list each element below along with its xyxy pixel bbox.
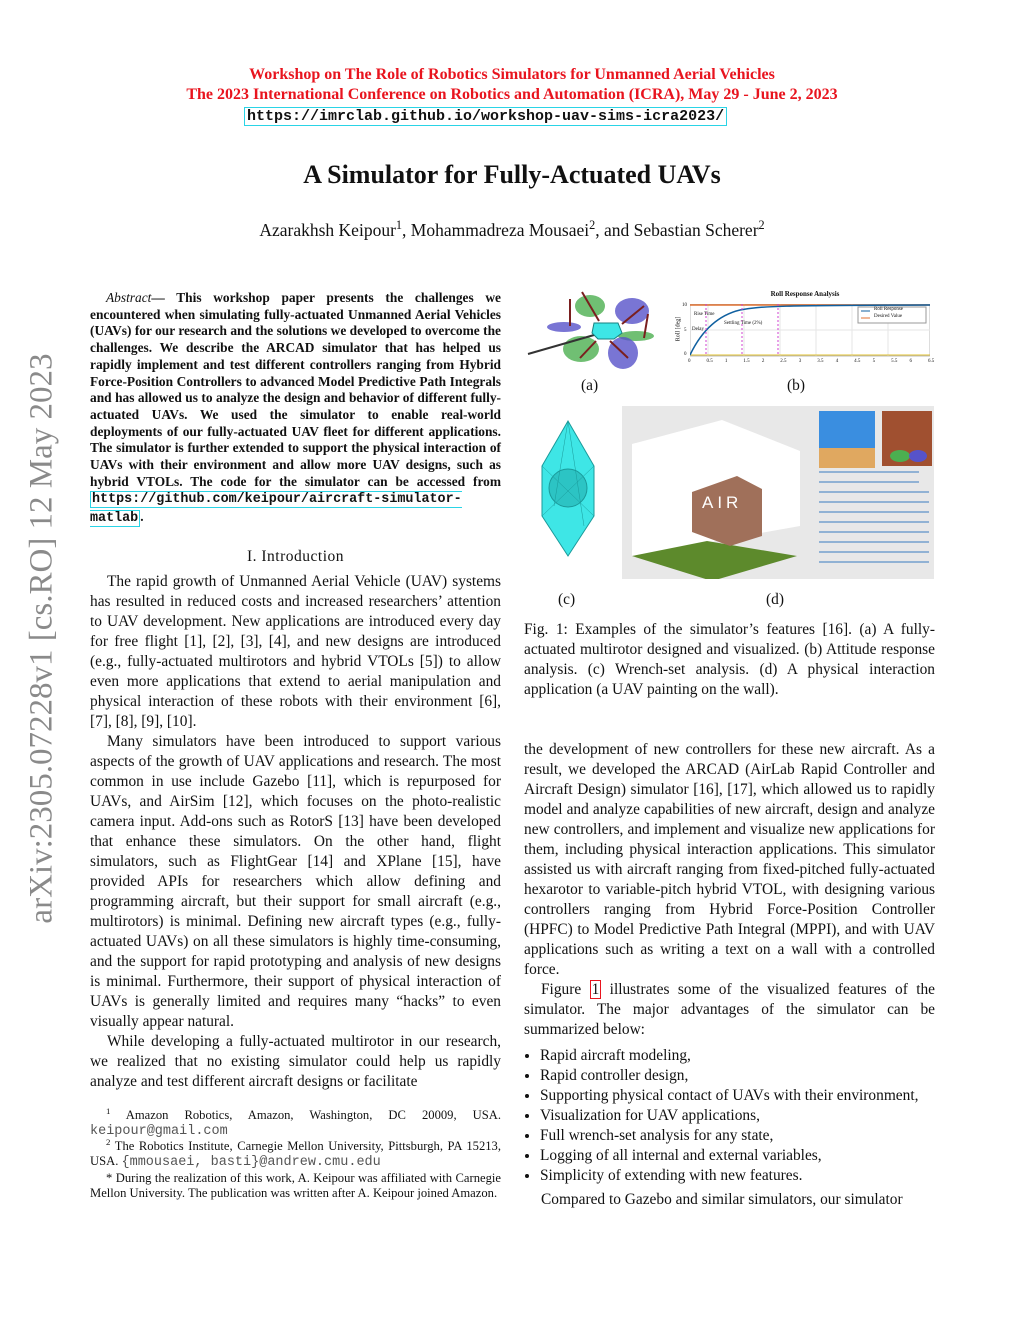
xtick: 5.5 [891,359,898,364]
footnote-2 [90,1139,501,1170]
figure-1 [524,286,935,606]
footnote-mark: 1 [106,1105,111,1116]
subfigure-label-a: (a) [581,377,599,394]
authors [0,220,1024,241]
workshop-header: Workshop on The Role of Robotics Simulators for Unmanned Aerial Vehicles [249,66,775,83]
affil-mark: 2 [758,218,765,233]
affil-mark: 2 [589,218,596,233]
annotation-rise-time: Rise Time [694,312,715,317]
paragraph: Many simulators have been introduced to support various aspects of the growth of UAV applications and research. The most common in use include Gazebo [11], which is repurposed for UAVs, and AirSim [12], which focuses on the photo-realistic camera input. Add-ons such as RotorS [13] have been developed that enhance these simulators. On the other hand, flight simulators, such as FlightGear [14] and XPlane [15], have provided APIs for researchers which allow defining and programming aircraft, but their support for small aircraft (e.g., multirotors) is minimal. Defining new aircraft types (e.g., fully-actuated UAVs) on all these simulators is highly time-consuming, and the support for rapid prototyping and analysis of new designs is minimal. Furthermore, their support of physical interaction of UAVs is generally limited and requires many “hacks” to even visually appear natural. [90,732,501,1030]
conference-header: The 2023 International Conference on Robotics and Automation (ICRA), May 29 - June 2, 2023 [186,86,838,103]
xtick: 4.5 [854,359,861,364]
legend-desired-value: Desired Value [874,314,903,319]
footnote-mark: 2 [106,1137,111,1148]
wall-text: AIR [702,493,743,512]
list-item: • Simplicity of extending with new features. [540,1166,935,1186]
list-item: • Logging of all internal and external variables, [540,1146,935,1166]
email: keipour@gmail.com [90,1124,228,1140]
code-link[interactable]: https://github.com/keipour/aircraft-simulator-matlab [90,492,462,527]
author-1: Azarakhsh Keipour [259,220,396,240]
list-item: • Full wrench-set analysis for any state, [540,1126,935,1146]
paper-title: A Simulator for Fully-Actuated UAVs [303,160,721,189]
abstract-label: Abstract [106,290,152,305]
subfigure-label-b: (b) [787,377,805,394]
multirotor-image [524,286,664,374]
plot-ylabel: Roll [deg] [675,316,682,342]
xtick: 4 [835,359,839,364]
xtick: 0 [688,359,691,364]
annotation-delay: Delay [692,327,704,332]
subfigure-label-c: (c) [558,591,576,608]
figure-caption: Fig. 1: Examples of the simulator’s features [16]. (a) A fully-actuated multirotor designed and visualized. (b) Attitude response analysis. (c) Wrench-set analysis. (d) A physical interaction application (a UAV painting on the wall). [524,621,935,698]
workshop-link[interactable]: https://imrclab.github.io/workshop-uav-sims-icra2023/ [244,107,727,126]
ytick: 0 [684,352,687,357]
ytick: 5 [684,328,687,333]
plot-title: Roll Response Analysis [770,290,840,298]
xtick: 6 [909,359,913,364]
paragraph: the development of new controllers for these new aircraft. As a result, we developed the ARCAD (AirLab Rapid Controller and Aircraft Design) simulator [16], [17], which allowed us to rapidly model and analyze capabilities of new aircraft, design and analyze new controllers, and implement and visualize new applications for them, including physical interaction applications. This simulator assisted us with aircraft ranging from fixed-pitched fully-actuated hexarotor to variable-pitch hybrid VTOL, with designing various controllers ranging from Hybrid Force-Position Controller (HPFC) to Model Predictive Path Integral (MPPI), and with UAV applications such as writing a text on a wall with a controlled force. [524,741,935,978]
text: Figure [541,981,590,998]
affil-mark: 1 [395,218,403,233]
section-heading: I. Introduction [246,547,345,565]
paragraph [524,980,935,1040]
annotation-settling-time: Settling Time (2%) [724,321,763,326]
xtick: 5 [872,359,876,364]
author-2: , Mohammadreza Mousaei [402,220,590,240]
list-item: • Supporting physical contact of UAVs with their environment, [540,1086,935,1106]
xtick: 2 [761,359,765,364]
xtick: 1.5 [743,359,750,364]
xtick: 1 [724,359,728,364]
paragraph: The rapid growth of Unmanned Aerial Vehicle (UAV) systems has resulted in reduced costs and increased researchers’ attention to UAV development. New applications are introduced every day for free flight [1], [2], [3], [4], and new designs are introduced (e.g., fully-actuated multirotors and hybrid VTOLs [5]) to allow even more applications that extend to aerial manipulation and physical interaction of these robots with their environment [6], [7], [8], [9], [10]. [90,572,501,730]
left-column [90,290,501,1201]
abstract-end: . [140,509,144,525]
right-column [524,286,935,1210]
abstract [90,290,501,528]
paragraph: Compared to Gazebo and similar simulators, our simulator [541,1191,903,1208]
xtick: 3 [798,359,802,364]
wall-painting-image [622,406,934,579]
paragraph: While developing a fully-actuated multirotor in our research, we realized that no existing simulator could help us rapidly analyze and test different aircraft designs or facilitate [90,1032,501,1090]
xtick: 3.5 [817,359,824,364]
advantages-list [524,1046,935,1186]
list-item: • Rapid controller design, [540,1066,935,1086]
xtick: 0.5 [706,359,713,364]
footnote-text: The Robotics Institute, Carnegie Mellon University, Pittsburgh, PA 15213, USA. [90,1139,501,1169]
abstract-text: — This workshop paper presents the challenges we encountered when simulating fully-actuated Unmanned Aerial Vehicles (UAVs) for our research and the solutions we developed to overcome the challenges. We describe the ARCAD simulator that has helped us rapidly implement and test different controllers ranging from Hybrid Force-Position Controllers to advanced Model Predictive Path Integrals and has allowed us to analyze the design and behavior of different fully-actuated UAVs. We used the simulator to enable real-world deployments of our fully-actuated UAV fleet for different applications. The simulator is further extended to support the physical interaction of UAVs with their environment and allow more UAV designs, such as hybrid VTOLs. The code for the simulator can be accessed from [90,290,501,489]
footnote-3: * During the realization of this work, A. Keipour was affiliated with Carnegie Mellon University. The publication was written after A. Keipour joined Amazon. [90,1170,501,1200]
email: {mmousaei, basti}@andrew.cmu.edu [121,1155,381,1171]
author-3: , and Sebastian Scherer [595,220,759,240]
arxiv-stamp: arXiv:2305.07228v1 [cs.RO] 12 May 2023 [23,353,60,924]
figure-reference-link[interactable]: 1 [591,981,600,998]
ytick: 10 [682,303,687,308]
footnote-1 [90,1105,501,1140]
list-item: • Rapid aircraft modeling, [540,1046,935,1066]
list-item: • Visualization for UAV applications, [540,1106,935,1126]
xtick: 6.5 [928,359,935,364]
text: illustrates some of the visualized features of the simulator. The major advantages of the simulator can be summarized below: [524,981,936,1038]
footnote-text: Amazon Robotics, Amazon, Washington, DC 20009, USA. [125,1107,501,1122]
x-axis-ticks [688,359,935,367]
roll-response-plot [690,304,930,364]
legend-roll-response: Roll Response [874,307,904,312]
wrench-set-image [524,406,616,578]
subfigure-label-d: (d) [766,591,784,608]
xtick: 2.5 [780,359,787,364]
